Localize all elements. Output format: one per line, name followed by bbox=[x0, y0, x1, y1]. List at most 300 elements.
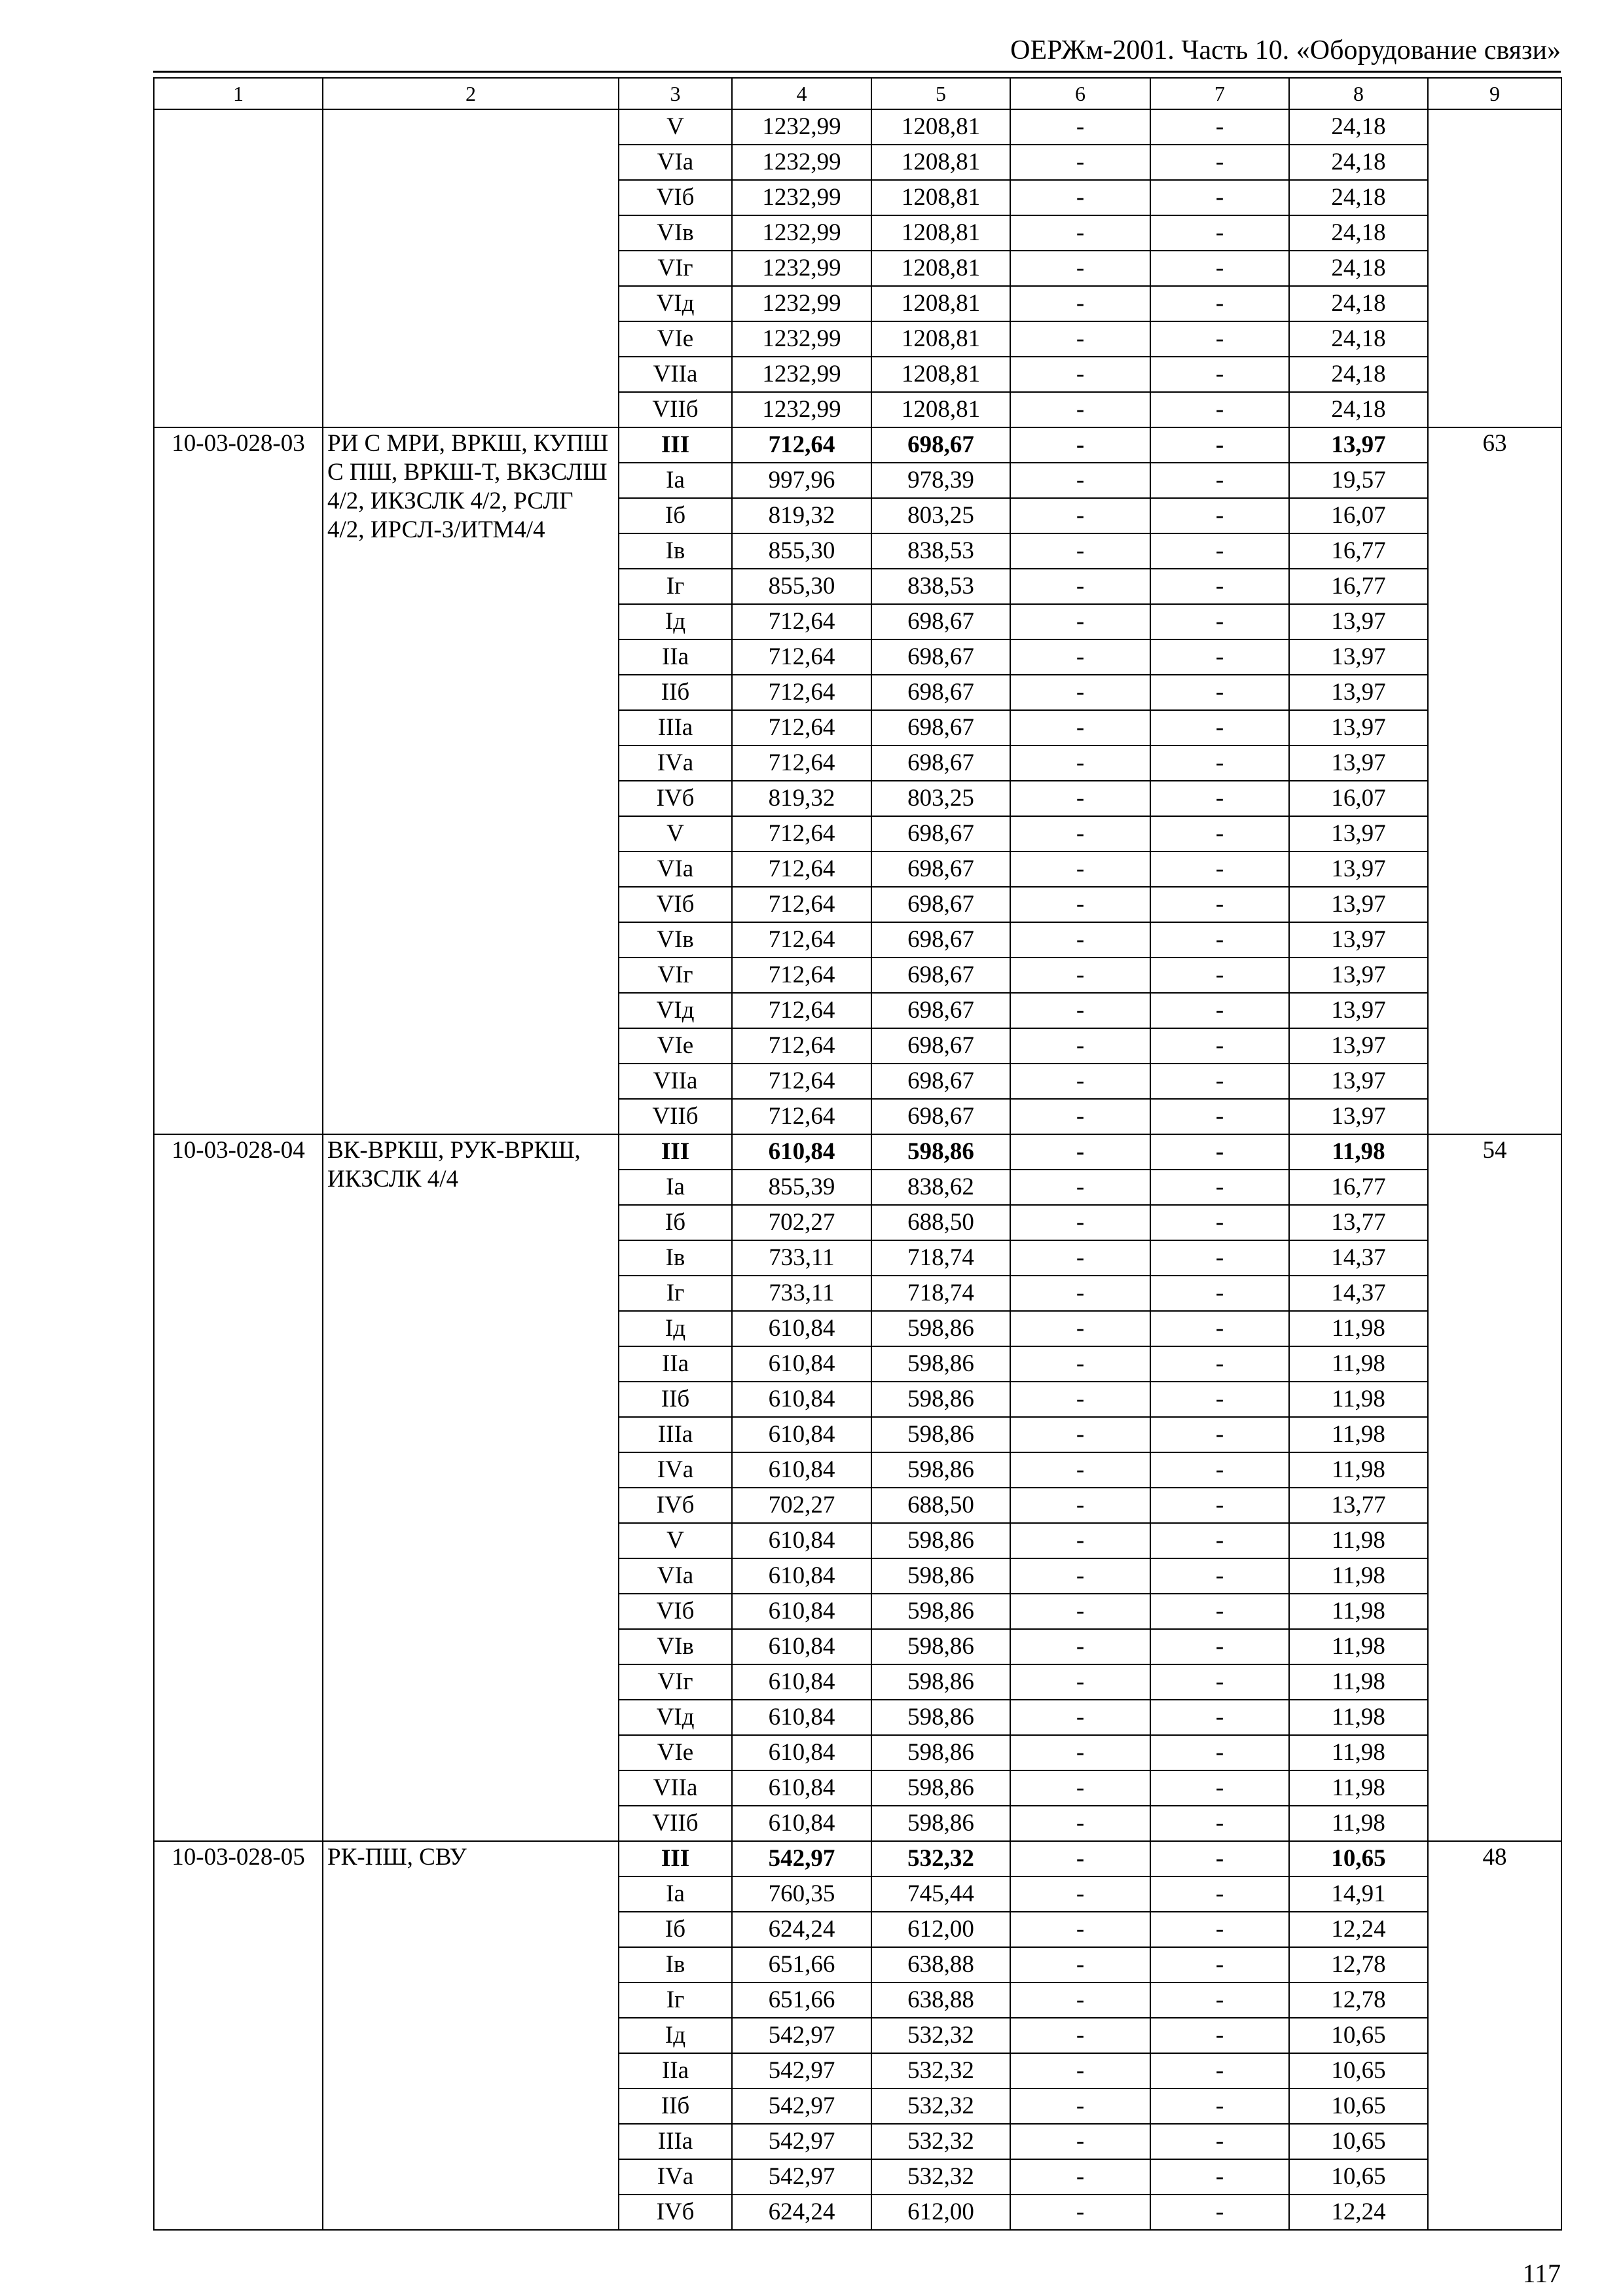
value-cell: 11,98 bbox=[1289, 1664, 1428, 1700]
value-cell: 24,18 bbox=[1289, 145, 1428, 180]
value-cell: - bbox=[1010, 1134, 1150, 1170]
value-cell: 610,84 bbox=[732, 1558, 871, 1594]
value-cell: - bbox=[1010, 1099, 1150, 1134]
value-cell: 11,98 bbox=[1289, 1558, 1428, 1594]
value-cell: 598,86 bbox=[871, 1523, 1010, 1558]
value-cell: 532,32 bbox=[871, 2053, 1010, 2089]
column-header: 7 bbox=[1150, 78, 1289, 109]
value-cell: 13,97 bbox=[1289, 887, 1428, 922]
value-cell: 598,86 bbox=[871, 1629, 1010, 1664]
zone-cell: Iб bbox=[619, 498, 732, 533]
value-cell: 610,84 bbox=[732, 1700, 871, 1735]
value-cell: - bbox=[1150, 852, 1289, 887]
rate-code-cell: 10-03-028-03 bbox=[154, 427, 323, 1134]
value-cell: 13,97 bbox=[1289, 604, 1428, 639]
zone-cell: IVа bbox=[619, 2159, 732, 2195]
zone-cell: VIв bbox=[619, 215, 732, 251]
zone-cell: VIIб bbox=[619, 392, 732, 427]
value-cell: 1232,99 bbox=[732, 145, 871, 180]
value-cell: - bbox=[1010, 639, 1150, 675]
value-cell: - bbox=[1010, 887, 1150, 922]
zone-cell: VIIа bbox=[619, 357, 732, 392]
value-cell: 542,97 bbox=[732, 1841, 871, 1876]
value-cell: 688,50 bbox=[871, 1205, 1010, 1240]
value-cell: 13,97 bbox=[1289, 710, 1428, 745]
value-cell: 10,65 bbox=[1289, 2124, 1428, 2159]
value-cell: 610,84 bbox=[732, 1664, 871, 1700]
value-cell: - bbox=[1150, 286, 1289, 321]
value-cell: 997,96 bbox=[732, 463, 871, 498]
column-header: 9 bbox=[1428, 78, 1561, 109]
value-cell: 698,67 bbox=[871, 1028, 1010, 1064]
value-cell: - bbox=[1150, 1841, 1289, 1876]
zone-cell: IIб bbox=[619, 1382, 732, 1417]
value-cell: - bbox=[1150, 2089, 1289, 2124]
value-cell: - bbox=[1150, 922, 1289, 958]
value-cell: 712,64 bbox=[732, 675, 871, 710]
value-cell: 712,64 bbox=[732, 745, 871, 781]
table-row bbox=[154, 109, 1561, 145]
value-cell: 624,24 bbox=[732, 2195, 871, 2230]
value-cell: 24,18 bbox=[1289, 357, 1428, 392]
zone-cell: Iг bbox=[619, 1982, 732, 2018]
zone-cell: IIа bbox=[619, 2053, 732, 2089]
value-cell: 698,67 bbox=[871, 958, 1010, 993]
zone-cell: VIе bbox=[619, 321, 732, 357]
value-cell: - bbox=[1150, 1982, 1289, 2018]
value-cell: - bbox=[1010, 2018, 1150, 2053]
value-cell: 624,24 bbox=[732, 1912, 871, 1947]
value-cell: 598,86 bbox=[871, 1558, 1010, 1594]
value-cell: 712,64 bbox=[732, 710, 871, 745]
column-9-cell: 54 bbox=[1428, 1134, 1561, 1841]
value-cell: 698,67 bbox=[871, 427, 1010, 463]
value-cell: - bbox=[1150, 2159, 1289, 2195]
zone-cell: Iг bbox=[619, 569, 732, 604]
value-cell: - bbox=[1150, 745, 1289, 781]
value-cell: 1232,99 bbox=[732, 180, 871, 215]
header-divider bbox=[153, 71, 1561, 73]
value-cell: - bbox=[1010, 993, 1150, 1028]
value-cell: 610,84 bbox=[732, 1629, 871, 1664]
value-cell: 542,97 bbox=[732, 2018, 871, 2053]
value-cell: - bbox=[1010, 1947, 1150, 1982]
value-cell: - bbox=[1150, 321, 1289, 357]
value-cell: 1208,81 bbox=[871, 392, 1010, 427]
value-cell: 733,11 bbox=[732, 1240, 871, 1276]
value-cell: - bbox=[1010, 109, 1150, 145]
value-cell: 1208,81 bbox=[871, 286, 1010, 321]
value-cell: 598,86 bbox=[871, 1770, 1010, 1806]
value-cell: 1232,99 bbox=[732, 251, 871, 286]
value-cell: - bbox=[1150, 1099, 1289, 1134]
value-cell: 10,65 bbox=[1289, 2053, 1428, 2089]
value-cell: 1232,99 bbox=[732, 357, 871, 392]
value-cell: - bbox=[1010, 1841, 1150, 1876]
value-cell: - bbox=[1010, 321, 1150, 357]
value-cell: - bbox=[1150, 463, 1289, 498]
value-cell: 13,97 bbox=[1289, 1064, 1428, 1099]
value-cell: 712,64 bbox=[732, 1064, 871, 1099]
value-cell: 803,25 bbox=[871, 781, 1010, 816]
zone-cell: IIб bbox=[619, 675, 732, 710]
value-cell: - bbox=[1010, 1276, 1150, 1311]
value-cell: 13,97 bbox=[1289, 852, 1428, 887]
value-cell: - bbox=[1010, 1205, 1150, 1240]
zone-cell: IIб bbox=[619, 2089, 732, 2124]
value-cell: - bbox=[1010, 675, 1150, 710]
value-cell: 14,91 bbox=[1289, 1876, 1428, 1912]
value-cell: 838,62 bbox=[871, 1170, 1010, 1205]
value-cell: 610,84 bbox=[732, 1311, 871, 1346]
value-cell: 610,84 bbox=[732, 1452, 871, 1488]
value-cell: - bbox=[1010, 1417, 1150, 1452]
zone-cell: VIа bbox=[619, 145, 732, 180]
value-cell: 10,65 bbox=[1289, 2018, 1428, 2053]
value-cell: - bbox=[1150, 498, 1289, 533]
value-cell: 11,98 bbox=[1289, 1806, 1428, 1841]
value-cell: - bbox=[1010, 1452, 1150, 1488]
value-cell: - bbox=[1150, 1170, 1289, 1205]
value-cell: - bbox=[1150, 357, 1289, 392]
value-cell: 11,98 bbox=[1289, 1594, 1428, 1629]
value-cell: - bbox=[1150, 1205, 1289, 1240]
value-cell: - bbox=[1150, 639, 1289, 675]
value-cell: - bbox=[1150, 1700, 1289, 1735]
value-cell: 698,67 bbox=[871, 710, 1010, 745]
value-cell: 698,67 bbox=[871, 816, 1010, 852]
value-cell: 14,37 bbox=[1289, 1240, 1428, 1276]
value-cell: 610,84 bbox=[732, 1346, 871, 1382]
value-cell: 13,97 bbox=[1289, 816, 1428, 852]
value-cell: - bbox=[1010, 1735, 1150, 1770]
value-cell: 542,97 bbox=[732, 2159, 871, 2195]
value-cell: - bbox=[1150, 251, 1289, 286]
value-cell: - bbox=[1010, 781, 1150, 816]
value-cell: 638,88 bbox=[871, 1982, 1010, 2018]
value-cell: 712,64 bbox=[732, 1028, 871, 1064]
value-cell: 712,64 bbox=[732, 993, 871, 1028]
value-cell: 10,65 bbox=[1289, 2159, 1428, 2195]
value-cell: - bbox=[1010, 2053, 1150, 2089]
value-cell: 819,32 bbox=[732, 781, 871, 816]
table-body bbox=[154, 109, 1561, 2230]
value-cell: - bbox=[1150, 533, 1289, 569]
value-cell: 1208,81 bbox=[871, 180, 1010, 215]
zone-cell: IVа bbox=[619, 745, 732, 781]
value-cell: - bbox=[1010, 392, 1150, 427]
value-cell: 11,98 bbox=[1289, 1311, 1428, 1346]
value-cell: 532,32 bbox=[871, 2159, 1010, 2195]
value-cell: 1232,99 bbox=[732, 215, 871, 251]
value-cell: 13,97 bbox=[1289, 1028, 1428, 1064]
value-cell: - bbox=[1150, 1947, 1289, 1982]
value-cell: - bbox=[1150, 604, 1289, 639]
value-cell: - bbox=[1150, 710, 1289, 745]
value-cell: - bbox=[1150, 1064, 1289, 1099]
value-cell: 532,32 bbox=[871, 2089, 1010, 2124]
zone-cell: IIIа bbox=[619, 710, 732, 745]
value-cell: 1232,99 bbox=[732, 321, 871, 357]
column-9-cell: 63 bbox=[1428, 427, 1561, 1134]
value-cell: 16,77 bbox=[1289, 533, 1428, 569]
value-cell: 24,18 bbox=[1289, 286, 1428, 321]
value-cell: 14,37 bbox=[1289, 1276, 1428, 1311]
value-cell: 11,98 bbox=[1289, 1382, 1428, 1417]
value-cell: - bbox=[1150, 569, 1289, 604]
zone-cell: IIIа bbox=[619, 1417, 732, 1452]
equipment-name-cell: РИ С МРИ, ВРКШ, КУПШ С ПШ, ВРКШ-Т, ВКЗСЛШ 4/2, ИКЗСЛК 4/2, РСЛГ 4/2, ИРСЛ-3/ИТМ4/4 bbox=[323, 427, 619, 1134]
value-cell: 11,98 bbox=[1289, 1523, 1428, 1558]
value-cell: 598,86 bbox=[871, 1311, 1010, 1346]
value-cell: 13,97 bbox=[1289, 427, 1428, 463]
value-cell: 11,98 bbox=[1289, 1452, 1428, 1488]
value-cell: 712,64 bbox=[732, 816, 871, 852]
value-cell: - bbox=[1010, 710, 1150, 745]
value-cell: 712,64 bbox=[732, 427, 871, 463]
value-cell: 13,77 bbox=[1289, 1488, 1428, 1523]
value-cell: 718,74 bbox=[871, 1276, 1010, 1311]
value-cell: 13,97 bbox=[1289, 1099, 1428, 1134]
zone-cell: VIг bbox=[619, 1664, 732, 1700]
value-cell: - bbox=[1150, 1735, 1289, 1770]
value-cell: 16,07 bbox=[1289, 781, 1428, 816]
value-cell: - bbox=[1010, 604, 1150, 639]
value-cell: - bbox=[1150, 2053, 1289, 2089]
value-cell: - bbox=[1150, 1664, 1289, 1700]
value-cell: 612,00 bbox=[871, 2195, 1010, 2230]
value-cell: - bbox=[1010, 1346, 1150, 1382]
value-cell: 698,67 bbox=[871, 852, 1010, 887]
value-cell: - bbox=[1010, 1982, 1150, 2018]
value-cell: 819,32 bbox=[732, 498, 871, 533]
value-cell: 13,97 bbox=[1289, 993, 1428, 1028]
value-cell: 838,53 bbox=[871, 569, 1010, 604]
zone-cell: VIг bbox=[619, 251, 732, 286]
value-cell: 24,18 bbox=[1289, 109, 1428, 145]
value-cell: 24,18 bbox=[1289, 321, 1428, 357]
value-cell: - bbox=[1010, 1629, 1150, 1664]
zone-cell: VIе bbox=[619, 1028, 732, 1064]
value-cell: - bbox=[1010, 251, 1150, 286]
zone-cell: VIд bbox=[619, 286, 732, 321]
value-cell: - bbox=[1010, 1806, 1150, 1841]
zone-cell: VIд bbox=[619, 993, 732, 1028]
column-header: 6 bbox=[1010, 78, 1150, 109]
value-cell: - bbox=[1150, 1594, 1289, 1629]
value-cell: - bbox=[1010, 1170, 1150, 1205]
value-cell: - bbox=[1010, 1382, 1150, 1417]
value-cell: 11,98 bbox=[1289, 1700, 1428, 1735]
value-cell: 16,77 bbox=[1289, 1170, 1428, 1205]
value-cell: - bbox=[1150, 427, 1289, 463]
value-cell: 532,32 bbox=[871, 2124, 1010, 2159]
value-cell: - bbox=[1150, 1311, 1289, 1346]
value-cell: - bbox=[1150, 2195, 1289, 2230]
value-cell: 612,00 bbox=[871, 1912, 1010, 1947]
value-cell: - bbox=[1010, 1311, 1150, 1346]
value-cell: - bbox=[1010, 145, 1150, 180]
value-cell: - bbox=[1150, 1452, 1289, 1488]
value-cell: - bbox=[1010, 1523, 1150, 1558]
value-cell: 13,77 bbox=[1289, 1205, 1428, 1240]
zone-cell: VIа bbox=[619, 1558, 732, 1594]
zone-cell: VIб bbox=[619, 1594, 732, 1629]
value-cell: - bbox=[1150, 2018, 1289, 2053]
value-cell: - bbox=[1150, 1276, 1289, 1311]
value-cell: - bbox=[1010, 745, 1150, 781]
value-cell: - bbox=[1150, 1134, 1289, 1170]
value-cell: 638,88 bbox=[871, 1947, 1010, 1982]
value-cell: - bbox=[1010, 1064, 1150, 1099]
zone-cell: IIа bbox=[619, 1346, 732, 1382]
value-cell: - bbox=[1010, 2124, 1150, 2159]
value-cell: - bbox=[1150, 993, 1289, 1028]
value-cell: 1208,81 bbox=[871, 145, 1010, 180]
value-cell: - bbox=[1010, 180, 1150, 215]
value-cell: 542,97 bbox=[732, 2124, 871, 2159]
value-cell: 11,98 bbox=[1289, 1735, 1428, 1770]
value-cell: 760,35 bbox=[732, 1876, 871, 1912]
value-cell: 12,24 bbox=[1289, 2195, 1428, 2230]
value-cell: 598,86 bbox=[871, 1382, 1010, 1417]
value-cell: - bbox=[1150, 109, 1289, 145]
value-cell: - bbox=[1010, 1488, 1150, 1523]
column-header: 4 bbox=[732, 78, 871, 109]
value-cell: 13,97 bbox=[1289, 675, 1428, 710]
value-cell: 16,77 bbox=[1289, 569, 1428, 604]
value-cell: 712,64 bbox=[732, 958, 871, 993]
zone-cell: VIIа bbox=[619, 1770, 732, 1806]
value-cell: - bbox=[1010, 922, 1150, 958]
value-cell: - bbox=[1010, 498, 1150, 533]
value-cell: 598,86 bbox=[871, 1664, 1010, 1700]
value-cell: 10,65 bbox=[1289, 1841, 1428, 1876]
zone-cell: VIб bbox=[619, 180, 732, 215]
value-cell: - bbox=[1010, 569, 1150, 604]
zone-cell: Iг bbox=[619, 1276, 732, 1311]
value-cell: - bbox=[1150, 1523, 1289, 1558]
value-cell: 532,32 bbox=[871, 1841, 1010, 1876]
value-cell: 13,97 bbox=[1289, 922, 1428, 958]
value-cell: - bbox=[1010, 215, 1150, 251]
value-cell: - bbox=[1150, 145, 1289, 180]
zone-cell: VIе bbox=[619, 1735, 732, 1770]
value-cell: - bbox=[1010, 852, 1150, 887]
value-cell: - bbox=[1150, 1876, 1289, 1912]
zone-cell: V bbox=[619, 1523, 732, 1558]
value-cell: 598,86 bbox=[871, 1700, 1010, 1735]
zone-cell: VIб bbox=[619, 887, 732, 922]
value-cell: 11,98 bbox=[1289, 1417, 1428, 1452]
value-cell: 698,67 bbox=[871, 993, 1010, 1028]
value-cell: - bbox=[1150, 1346, 1289, 1382]
value-cell: - bbox=[1010, 1770, 1150, 1806]
column-header: 8 bbox=[1289, 78, 1428, 109]
value-cell: 803,25 bbox=[871, 498, 1010, 533]
value-cell: - bbox=[1150, 816, 1289, 852]
zone-cell: Iв bbox=[619, 533, 732, 569]
value-cell: 712,64 bbox=[732, 922, 871, 958]
rates-table bbox=[153, 77, 1562, 2231]
zone-cell: V bbox=[619, 816, 732, 852]
value-cell: 610,84 bbox=[732, 1594, 871, 1629]
equipment-name-cell bbox=[323, 109, 619, 427]
rate-code-cell: 10-03-028-05 bbox=[154, 1841, 323, 2230]
value-cell: 598,86 bbox=[871, 1417, 1010, 1452]
value-cell: 12,78 bbox=[1289, 1982, 1428, 2018]
zone-cell: VIIа bbox=[619, 1064, 732, 1099]
value-cell: 855,30 bbox=[732, 533, 871, 569]
value-cell: 702,27 bbox=[732, 1488, 871, 1523]
zone-cell: Iв bbox=[619, 1947, 732, 1982]
zone-cell: IIа bbox=[619, 639, 732, 675]
value-cell: 688,50 bbox=[871, 1488, 1010, 1523]
value-cell: - bbox=[1010, 816, 1150, 852]
value-cell: - bbox=[1010, 1028, 1150, 1064]
value-cell: - bbox=[1150, 1382, 1289, 1417]
value-cell: 19,57 bbox=[1289, 463, 1428, 498]
zone-cell: Iв bbox=[619, 1240, 732, 1276]
rate-code-cell bbox=[154, 109, 323, 427]
value-cell: 610,84 bbox=[732, 1806, 871, 1841]
value-cell: 1208,81 bbox=[871, 215, 1010, 251]
value-cell: - bbox=[1010, 1594, 1150, 1629]
value-cell: - bbox=[1150, 1806, 1289, 1841]
value-cell: 598,86 bbox=[871, 1134, 1010, 1170]
column-header: 3 bbox=[619, 78, 732, 109]
zone-cell: VIа bbox=[619, 852, 732, 887]
value-cell: 698,67 bbox=[871, 887, 1010, 922]
value-cell: - bbox=[1150, 675, 1289, 710]
value-cell: 1232,99 bbox=[732, 392, 871, 427]
zone-cell: Iд bbox=[619, 1311, 732, 1346]
zone-cell: Iд bbox=[619, 604, 732, 639]
value-cell: 24,18 bbox=[1289, 215, 1428, 251]
value-cell: 698,67 bbox=[871, 604, 1010, 639]
value-cell: 712,64 bbox=[732, 852, 871, 887]
value-cell: - bbox=[1010, 1558, 1150, 1594]
value-cell: 745,44 bbox=[871, 1876, 1010, 1912]
value-cell: 838,53 bbox=[871, 533, 1010, 569]
value-cell: 698,67 bbox=[871, 922, 1010, 958]
zone-cell: IVб bbox=[619, 781, 732, 816]
zone-cell: Iа bbox=[619, 463, 732, 498]
value-cell: 12,24 bbox=[1289, 1912, 1428, 1947]
value-cell: - bbox=[1150, 180, 1289, 215]
value-cell: 698,67 bbox=[871, 745, 1010, 781]
value-cell: - bbox=[1010, 357, 1150, 392]
value-cell: 712,64 bbox=[732, 604, 871, 639]
value-cell: 24,18 bbox=[1289, 392, 1428, 427]
value-cell: 13,97 bbox=[1289, 745, 1428, 781]
value-cell: 10,65 bbox=[1289, 2089, 1428, 2124]
value-cell: - bbox=[1010, 1664, 1150, 1700]
value-cell: 598,86 bbox=[871, 1594, 1010, 1629]
value-cell: 1208,81 bbox=[871, 251, 1010, 286]
value-cell: - bbox=[1010, 533, 1150, 569]
value-cell: 1208,81 bbox=[871, 357, 1010, 392]
zone-cell: VIв bbox=[619, 922, 732, 958]
value-cell: 598,86 bbox=[871, 1735, 1010, 1770]
value-cell: 978,39 bbox=[871, 463, 1010, 498]
value-cell: 598,86 bbox=[871, 1346, 1010, 1382]
value-cell: - bbox=[1150, 887, 1289, 922]
column-header: 5 bbox=[871, 78, 1010, 109]
column-number-row bbox=[154, 78, 1561, 109]
value-cell: 542,97 bbox=[732, 2053, 871, 2089]
value-cell: 24,18 bbox=[1289, 180, 1428, 215]
